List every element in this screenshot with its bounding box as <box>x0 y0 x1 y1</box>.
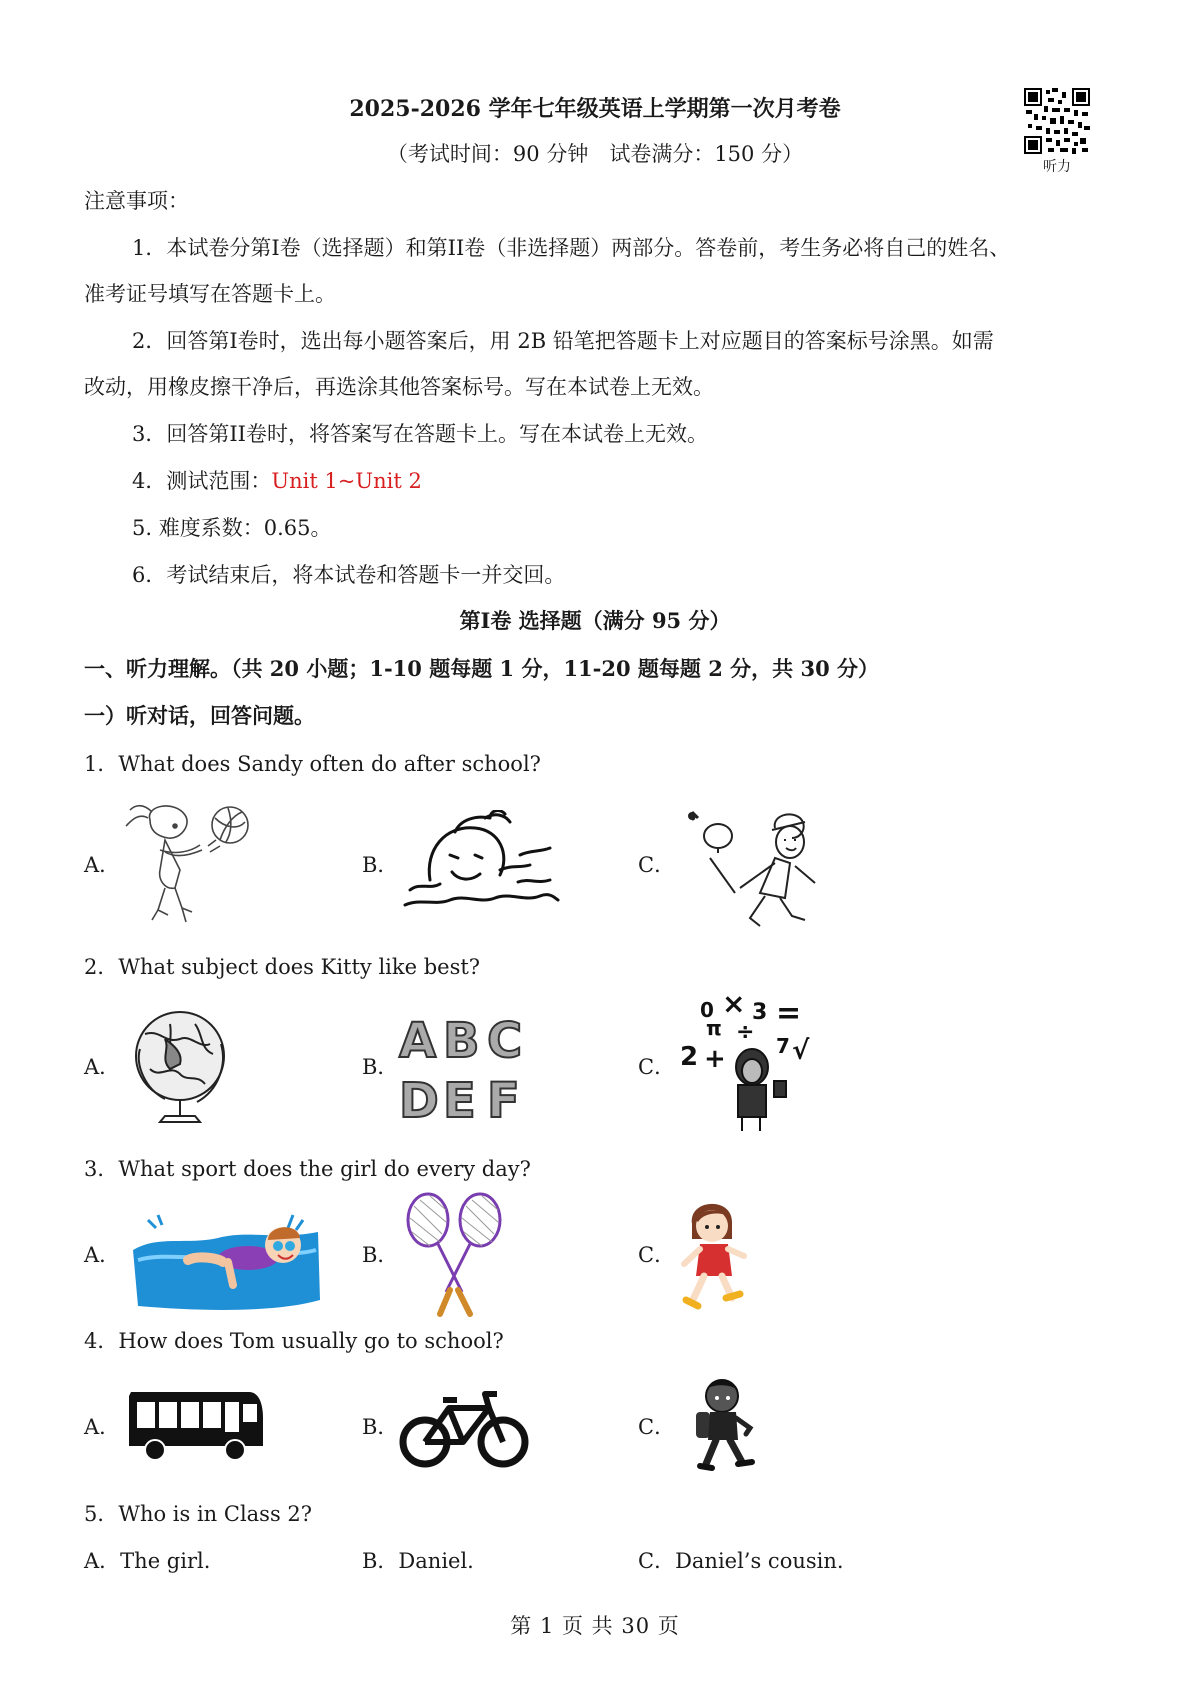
question-1-option-c[interactable]: C． <box>638 853 676 877</box>
qr-label: 听力 <box>1043 159 1071 175</box>
question-1-option-a[interactable]: A． <box>84 853 121 877</box>
question-4-option-a[interactable]: A． <box>84 1415 121 1439</box>
question-3-option-b[interactable]: B． <box>362 1243 399 1267</box>
letter-a: A <box>399 1013 437 1069</box>
letter-e: E <box>443 1073 476 1125</box>
math-student-icon <box>680 995 830 1135</box>
notice-item-4-prefix: 4．测试范围： <box>132 469 272 493</box>
notice-item-1-line-2: 准考证号填写在答题卡上。 <box>84 282 336 306</box>
question-4-option-c[interactable]: C． <box>638 1415 676 1439</box>
notice-item-6: 6．考试结束后，将本试卷和答题卡一并交回。 <box>132 563 566 587</box>
bicycle-icon <box>397 1386 532 1470</box>
notice-item-2-line-1: 2．回答第I卷时，选出每小题答案后，用 2B 铅笔把答题卡上对应题目的答案标号涂黑。如需 <box>132 329 994 353</box>
volleyball-girl-icon <box>120 800 260 930</box>
question-5-option-a[interactable]: A．The girl. <box>84 1549 211 1573</box>
question-1-stem: 1．What does Sandy often do after school? <box>84 752 541 776</box>
badminton-boy-icon <box>680 808 830 933</box>
globe-icon <box>125 1004 235 1129</box>
question-2-option-a[interactable]: A． <box>84 1055 121 1079</box>
math-symbol-2: 2 <box>680 1042 699 1072</box>
part-1-title: 第I卷 选择题（满分 95 分） <box>459 608 731 633</box>
question-4-option-b[interactable]: B． <box>362 1415 399 1439</box>
math-symbol-times: × <box>722 995 746 1020</box>
math-symbol-pi: π <box>706 1016 722 1040</box>
math-symbol-plus: + <box>704 1044 726 1074</box>
question-5-stem: 5．Who is in Class 2? <box>84 1502 313 1526</box>
running-girl-icon <box>670 1194 760 1314</box>
qr-code-icon[interactable] <box>1024 88 1090 154</box>
letter-f: F <box>487 1073 520 1125</box>
swimming-girl-icon <box>128 1200 323 1312</box>
math-symbol-sqrt: √ <box>792 1036 810 1066</box>
question-4-stem: 4．How does Tom usually go to school? <box>84 1329 504 1353</box>
question-5-option-c[interactable]: C．Daniel’s cousin. <box>638 1549 844 1573</box>
test-range: Unit 1~Unit 2 <box>271 469 422 493</box>
exam-subtitle: （考试时间：90 分钟 试卷满分：150 分） <box>386 142 804 166</box>
question-3-option-c[interactable]: C． <box>638 1243 676 1267</box>
question-1-option-b[interactable]: B． <box>362 853 399 877</box>
question-5-option-b[interactable]: B．Daniel. <box>362 1549 474 1573</box>
listening-title: 一、听力理解。（共 20 小题；1-10 题每题 1 分，11-20 题每题 2 分，共 30 分） <box>84 656 879 681</box>
page-footer: 第 1 页 共 30 页 <box>510 1614 680 1638</box>
walking-boy-icon <box>682 1376 762 1476</box>
badminton-rackets-icon <box>400 1192 510 1317</box>
math-symbol-divide: ÷ <box>736 1020 755 1045</box>
question-3-option-a[interactable]: A． <box>84 1243 121 1267</box>
notice-heading: 注意事项： <box>84 189 189 213</box>
question-2-stem: 2．What subject does Kitty like best? <box>84 955 481 979</box>
alphabet-letters-icon <box>395 1005 535 1125</box>
notice-item-3: 3．回答第II卷时，将答案写在答题卡上。写在本试卷上无效。 <box>132 422 708 446</box>
exam-title: 2025-2026 学年七年级英语上学期第一次月考卷 <box>349 96 841 122</box>
letter-d: D <box>399 1073 439 1125</box>
question-2-option-b[interactable]: B． <box>362 1055 399 1079</box>
math-symbol-equals: = <box>776 996 802 1031</box>
math-symbol-7: 7 <box>776 1034 790 1058</box>
question-3-stem: 3．What sport does the girl do every day? <box>84 1157 531 1181</box>
bus-icon <box>125 1384 265 1464</box>
notice-item-4 <box>132 466 422 496</box>
notice-item-2-line-2: 改动，用橡皮擦干净后，再选涂其他答案标号。写在本试卷上无效。 <box>84 375 714 399</box>
letter-c: C <box>487 1013 523 1069</box>
listening-subtitle: 一）听对话，回答问题。 <box>84 703 315 728</box>
notice-item-1-line-1: 1．本试卷分第I卷（选择题）和第II卷（非选择题）两部分。答卷前，考生务必将自己的姓名、 <box>132 236 1011 260</box>
swimming-boy-icon <box>400 810 560 920</box>
question-2-option-c[interactable]: C． <box>638 1055 676 1079</box>
letter-b: B <box>443 1013 480 1069</box>
notice-item-5: 5. 难度系数：0.65。 <box>132 516 332 540</box>
math-symbol-3: 3 <box>752 1000 768 1025</box>
math-symbol-0: 0 <box>700 998 714 1022</box>
